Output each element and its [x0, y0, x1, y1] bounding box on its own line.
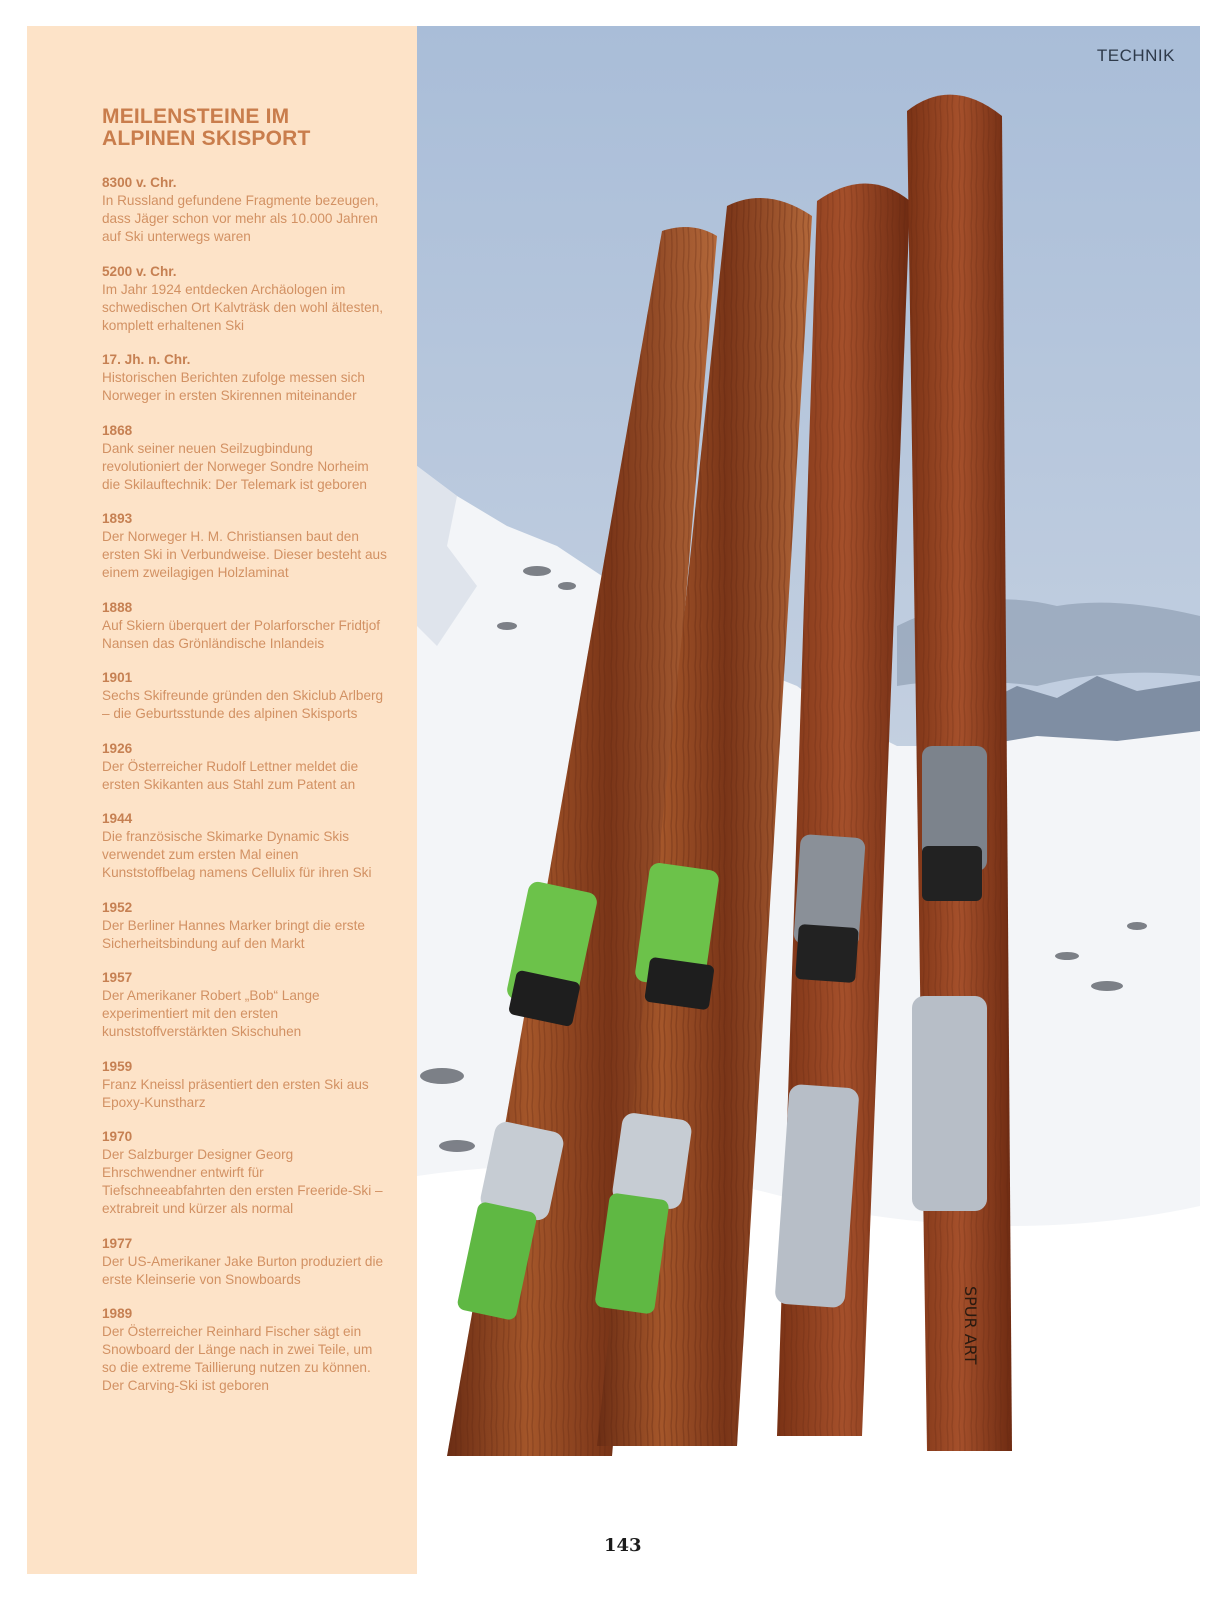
milestone-year: 1868: [102, 422, 133, 438]
milestone-item: [102, 740, 387, 794]
milestone-text: Der US-Amerikaner Jake Burton produziert die erste Kleinserie von Snowboards: [102, 1253, 384, 1287]
milestone-text: Der Amerikaner Robert „Bob“ Lange experimentiert mit den ersten kunststoffverstärkten Skischuhen: [102, 988, 320, 1039]
milestone-text: Der Berliner Hannes Marker bringt die erste Sicherheitsbindung auf den Markt: [102, 917, 365, 951]
milestone-year: 5200 v. Chr.: [102, 263, 177, 279]
milestone-item: [102, 810, 387, 882]
page-number: 143: [604, 1535, 642, 1556]
milestone-year: 8300 v. Chr.: [102, 175, 177, 190]
milestone-list: [102, 174, 387, 1395]
milestone-item: [102, 263, 387, 335]
milestone-text: In Russland gefundene Fragmente bezeugen, dass Jäger schon vor mehr als 10.000 Jahren auf Ski unterwegs waren: [102, 193, 379, 244]
milestone-item: [102, 1235, 387, 1289]
milestone-text: Der Österreicher Reinhard Fischer sägt ein Snowboard der Länge nach in zwei Teile, um so die extreme Taillierung nutzen zu können. Der Carving-Ski ist geboren: [102, 1324, 373, 1393]
milestone-text: Auf Skiern überquert der Polarforscher Fridtjof Nansen das Grönländische Inlandeis: [102, 617, 381, 651]
milestone-year: 1893: [102, 511, 133, 526]
milestone-item: [102, 599, 387, 653]
milestone-text: Im Jahr 1924 entdecken Archäologen im schwedischen Ort Kalvträsk den wohl ältesten, komplett erhaltenen Ski: [102, 281, 384, 333]
milestone-text: Der Österreicher Rudolf Lettner meldet die ersten Skikanten aus Stahl zum Patent an: [102, 758, 359, 792]
milestones-sidebar: [27, 26, 417, 1574]
milestone-item: [102, 174, 387, 246]
milestone-item: [102, 1305, 387, 1395]
milestone-item: [102, 351, 387, 405]
skis-illustration: [417, 26, 1200, 1574]
milestone-year: 1901: [102, 670, 133, 685]
milestone-item: [102, 510, 387, 582]
section-label: TECHNIK: [1096, 46, 1175, 65]
milestone-text: Franz Kneissl präsentiert den ersten Ski aus Epoxy-Kunstharz: [102, 1076, 369, 1110]
milestone-year: 1970: [102, 1129, 133, 1144]
milestone-text: Dank seiner neuen Seilzugbindung revolutioniert der Norweger Sondre Norheim die Skilauftechnik: Der Telemark ist geboren: [102, 440, 369, 492]
milestone-item: [102, 1128, 387, 1218]
milestone-text: Die französische Skimarke Dynamic Skis verwendet zum ersten Mal einen Kunststoffbelag namens Cellulix für ihren Ski: [102, 829, 372, 880]
milestone-item: [102, 422, 387, 494]
skis-photo: [417, 26, 1200, 1574]
milestone-item: [102, 1058, 387, 1112]
milestone-year: 1959: [102, 1058, 133, 1074]
milestone-year: 17. Jh. n. Chr.: [102, 352, 191, 367]
milestone-year: 1989: [102, 1306, 133, 1321]
milestone-year: 1977: [102, 1235, 133, 1251]
milestone-text: Der Norweger H. M. Christiansen baut den ersten Ski in Verbundweise. Dieser besteht aus einem zweilagigen Holzlaminat: [102, 529, 387, 580]
milestone-year: 1957: [102, 970, 133, 985]
milestone-item: [102, 669, 387, 723]
ski-brand-label: SPUR ART: [961, 1286, 980, 1365]
milestone-year: 1926: [102, 740, 133, 756]
milestone-text: Der Salzburger Designer Georg Ehrschwendner entwirft für Tiefschneeabfahrten den ersten Freeride-Ski – extrabreit und kürzer als normal: [102, 1147, 383, 1216]
milestone-year: 1952: [102, 899, 133, 915]
sidebar-title: MEILENSTEINE IM ALPINEN SKISPORT: [102, 105, 311, 150]
milestone-year: 1944: [102, 811, 133, 826]
milestone-text: Sechs Skifreunde gründen den Skiclub Arlberg – die Geburtsstunde des alpinen Skisports: [102, 688, 384, 721]
milestone-item: [102, 899, 387, 953]
milestone-item: [102, 969, 387, 1041]
milestone-year: 1888: [102, 599, 133, 615]
milestone-text: Historischen Berichten zufolge messen sich Norweger in ersten Skirennen miteinander: [102, 370, 365, 403]
